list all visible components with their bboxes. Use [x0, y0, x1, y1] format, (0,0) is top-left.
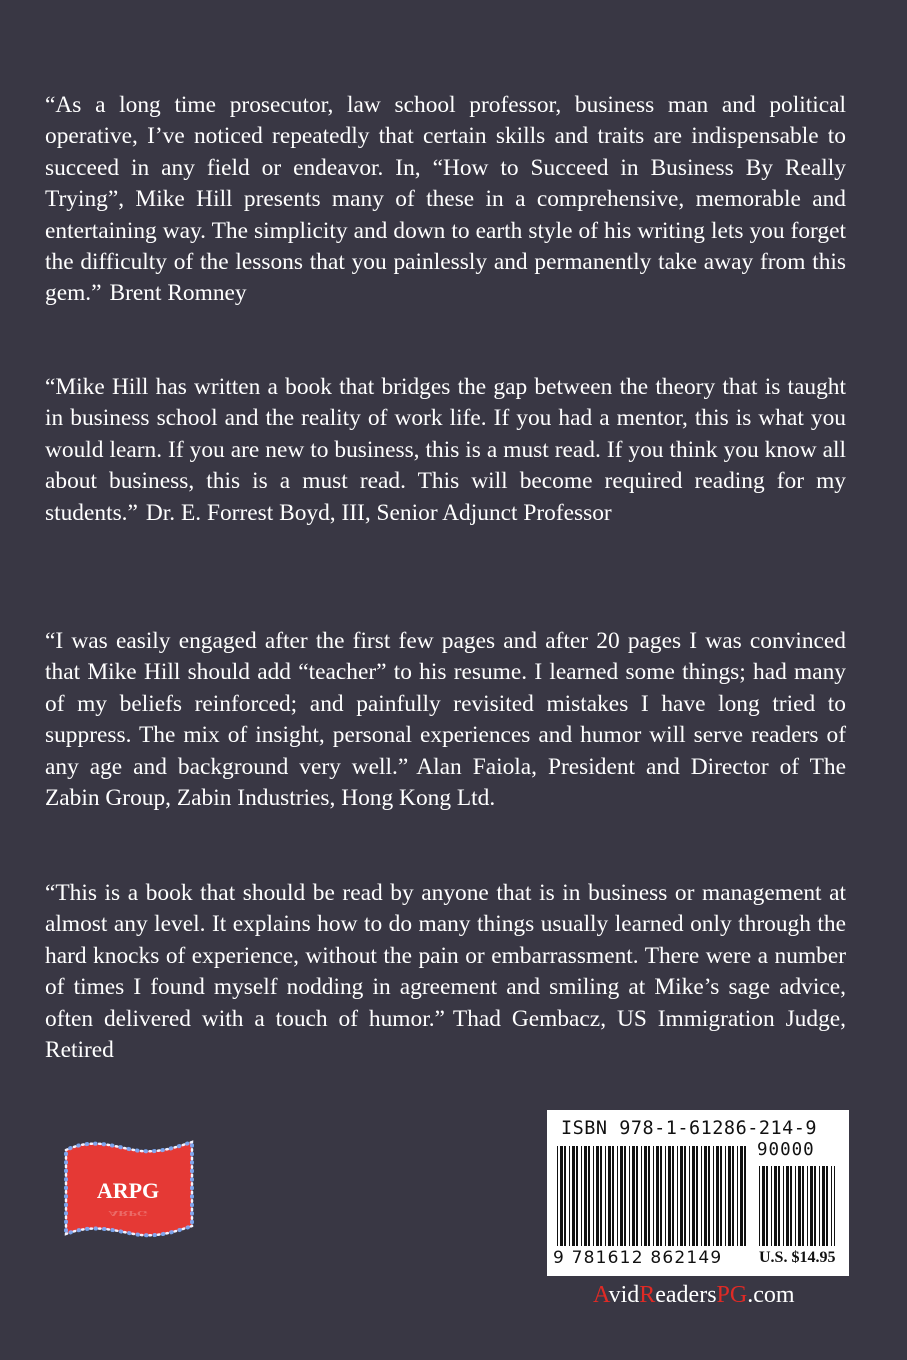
testimonial-forrest-boyd: [45, 372, 846, 529]
barcode-bar: [629, 1146, 630, 1246]
barcode-bar: [826, 1166, 828, 1246]
barcode-bar: [740, 1146, 743, 1246]
barcode-bar: [596, 1146, 599, 1246]
barcode-bar: [771, 1166, 772, 1246]
barcode-bar: [648, 1146, 650, 1246]
barcode-bar: [732, 1146, 734, 1246]
barcode-bar: [617, 1146, 618, 1246]
barcode-bar: [716, 1146, 719, 1246]
barcode-bar: [759, 1166, 760, 1246]
barcode-bar: [572, 1146, 575, 1246]
logo-text: ARPG: [96, 1178, 160, 1203]
barcode-bar: [725, 1146, 726, 1246]
barcode-bar: [624, 1146, 626, 1246]
barcode-bars: [557, 1146, 839, 1250]
barcode-bar: [636, 1146, 638, 1246]
barcode-bar: [795, 1166, 796, 1246]
barcode-bar: [612, 1146, 614, 1246]
barcode-bar: [668, 1146, 671, 1246]
ean13-bars: [557, 1146, 746, 1246]
publisher-website[interactable]: AvidReadersPG.com: [593, 1282, 795, 1308]
barcode-bar: [737, 1146, 738, 1246]
barcode-bar: [644, 1146, 647, 1246]
barcode-bar: [834, 1166, 835, 1246]
barcode-bar: [786, 1166, 789, 1246]
barcode-bar: [581, 1146, 582, 1246]
barcode-bar: [701, 1146, 702, 1246]
barcode-bar: [790, 1166, 792, 1246]
barcode-bar: [819, 1166, 820, 1246]
addon-bars: [759, 1166, 835, 1246]
barcode-bar: [632, 1146, 635, 1246]
barcode-bar: [798, 1166, 801, 1246]
isbn-barcode: [547, 1110, 849, 1276]
barcode-bar: [762, 1166, 765, 1246]
barcode-bar: [641, 1146, 642, 1246]
barcode-bar: [672, 1146, 674, 1246]
barcode-bar: [778, 1166, 780, 1246]
testimonial-attribution: Brent Romney: [109, 280, 247, 307]
barcode-bar: [831, 1166, 832, 1246]
barcode-bar: [720, 1146, 722, 1246]
barcode-bar: [692, 1146, 695, 1246]
barcode-bar: [560, 1146, 563, 1246]
barcode-bar: [569, 1146, 570, 1246]
barcode-digits: 9 781612 862149: [553, 1248, 723, 1268]
isbn-label: ISBN 978-1-61286-214-9: [561, 1118, 818, 1139]
barcode-bar: [708, 1146, 710, 1246]
barcode-bar: [810, 1166, 813, 1246]
barcode-bar: [802, 1166, 804, 1246]
price: U.S. $14.95: [759, 1249, 836, 1266]
testimonial-text: “I was easily engaged after the first few pages and after 20 pages I was convinced that Mike Hill should add “teacher” to his resume. I learned some things; had many of my beliefs reinforced; and painfully revisited mistakes I have long tried to suppress. The mix of insight, personal experiences and humor will serve readers of any age and background very well.”: [45, 628, 846, 780]
testimonial-attribution: Thad Gembacz, US Immigration Judge, Retired: [45, 1005, 846, 1064]
testimonial-text: “Mike Hill has written a book that bridges the gap between the theory that is taught in business school and the reality of work life. If you had a mentor, this is what you would learn. If you are new to business, this is a must read. If you think you know all about business, this is a must read. This will become required reading for my students.”: [45, 374, 846, 526]
barcode-addon-digits: 90000: [757, 1140, 815, 1160]
barcode-bar: [584, 1146, 587, 1246]
testimonial-thad-gembacz: [45, 878, 846, 1066]
testimonial-attribution: Alan Faiola, President and Director of The Zabin Group, Zabin Industries, Hong Kong Ltd.: [45, 753, 846, 812]
logo-text-reflection: ARPG: [108, 1209, 148, 1217]
barcode-bar: [689, 1146, 690, 1246]
barcode-bar: [766, 1166, 768, 1246]
barcode-bar: [684, 1146, 686, 1246]
barcode-bar: [677, 1146, 678, 1246]
testimonial-text: “This is a book that should be read by anyone that is in business or management at almost any level. It explains how to do many things usually learned only through the hard knocks of experience, without the pain or embarrassment. There were a number of times I found myself nodding in agreement and smiling at Mike’s sage advice, often delivered with a touch of humor.”: [45, 880, 846, 1032]
barcode-bar: [576, 1146, 578, 1246]
barcode-bar: [696, 1146, 698, 1246]
barcode-bar: [653, 1146, 654, 1246]
barcode-bar: [600, 1146, 602, 1246]
barcode-bar: [744, 1146, 746, 1246]
barcode-bar: [774, 1166, 777, 1246]
arpg-logo: [52, 1128, 200, 1256]
barcode-bar: [660, 1146, 662, 1246]
barcode-bar: [564, 1146, 566, 1246]
barcode-bar: [665, 1146, 666, 1246]
barcode-bar: [593, 1146, 594, 1246]
testimonial-alan-faiola: [45, 626, 846, 814]
barcode-bar: [620, 1146, 623, 1246]
testimonial-text: “As a long time prosecutor, law school professor, business man and political operative, I’ve noticed repeatedly that certain skills and traits are indispensable to succeed in any field or endeavor. In, “How to Succeed in Business By Really Trying”, Mike Hill presents many of these in a comprehensive, memorable and entertaining way. The simplicity and down to earth style of his writing lets you forget the difficulty of the lessons that you painlessly and permanently take away from this gem.”: [45, 92, 846, 307]
barcode-bar: [783, 1166, 784, 1246]
barcode-bar: [680, 1146, 683, 1246]
barcode-bar: [605, 1146, 606, 1246]
testimonial-brent-romney: [45, 90, 846, 310]
barcode-bar: [608, 1146, 611, 1246]
barcode-bar: [728, 1146, 731, 1246]
barcode-bar: [656, 1146, 659, 1246]
barcode-bar: [814, 1166, 816, 1246]
testimonial-attribution: Dr. E. Forrest Boyd, III, Senior Adjunct Professor: [145, 499, 612, 526]
barcode-bar: [713, 1146, 714, 1246]
barcode-bar: [557, 1146, 558, 1246]
barcode-bar: [704, 1146, 707, 1246]
barcode-bar: [807, 1166, 808, 1246]
barcode-bar: [588, 1146, 590, 1246]
barcode-bar: [822, 1166, 825, 1246]
